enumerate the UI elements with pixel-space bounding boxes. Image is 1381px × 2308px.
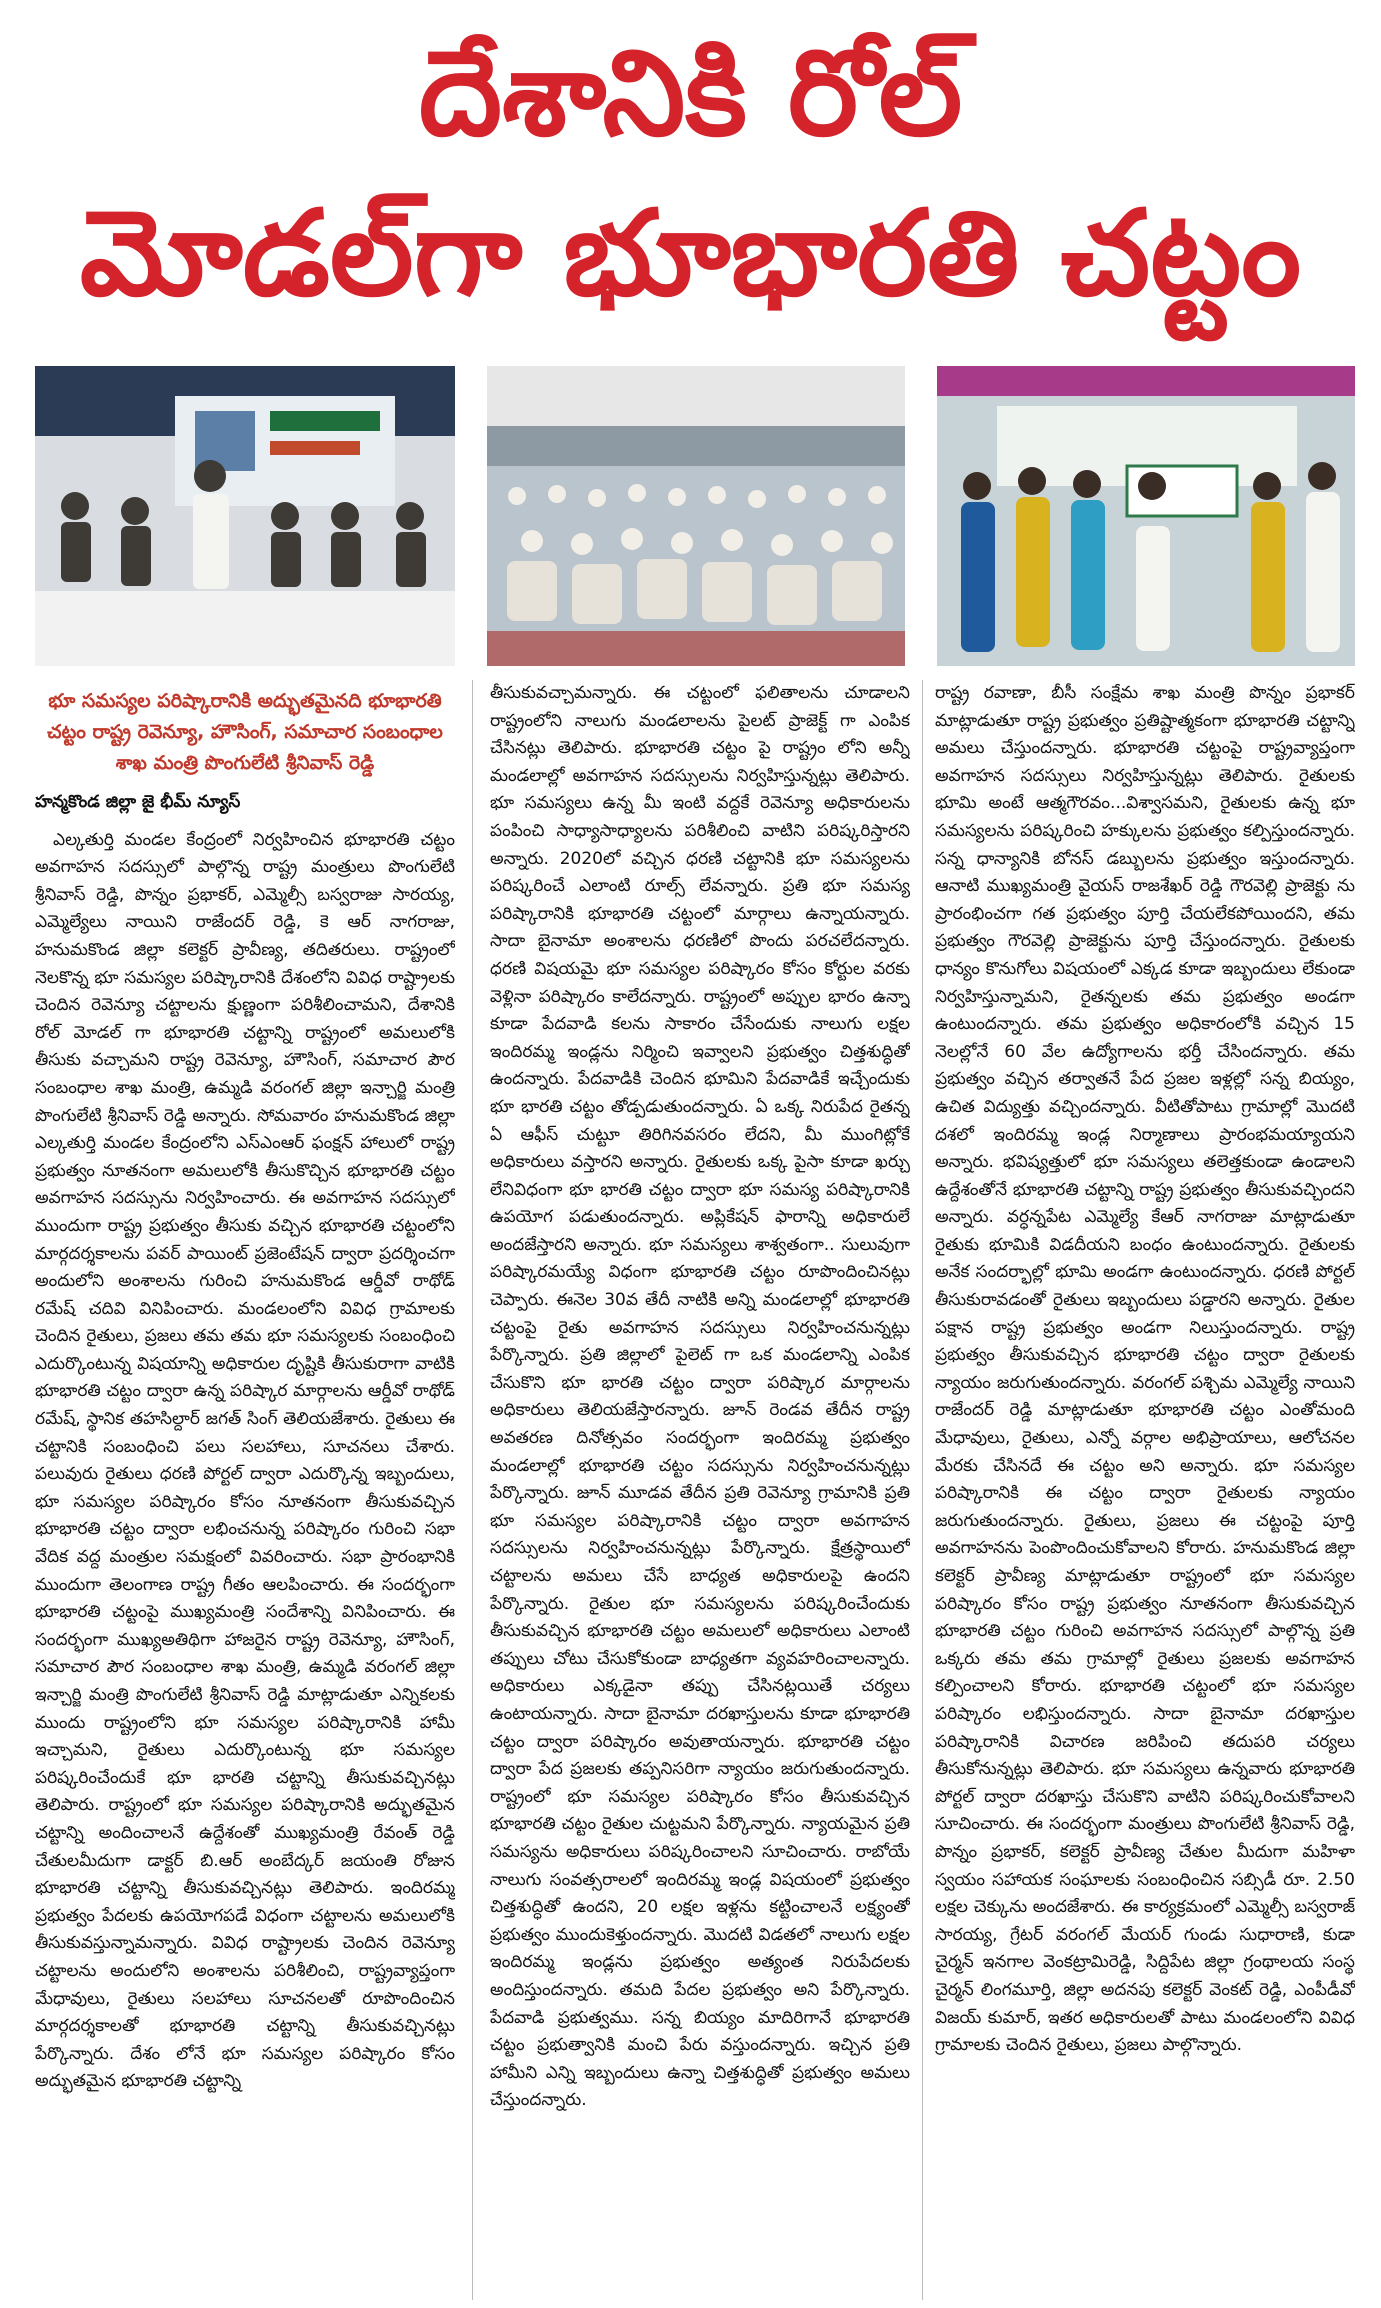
article-column-1 bbox=[35, 680, 455, 2300]
article-body-part-2: తీసుకువచ్చామన్నారు. ఈ చట్టంలో ఫలితాలను చూడాలని రాష్ట్రంలోని నాలుగు మండలాలను పైలట్ ప్రాజెక్ట్ గా ఎంపిక చేసినట్లు తెలిపారు. భూభారతి చట్టం పై రాష్ట్రం లోని అన్నీ మండలాల్లో అవగాహన సదస్సులను నిర్వహిస్తున్నట్లు తెలిపారు. భూ సమస్యలు ఉన్న మీ ఇంటి వద్దకే రెవెన్యూ అధికారులను పంపించి సాధ్యాసాధ్యాలను పరిశీలించి వాటిని పరిష్కరిస్తారని అన్నారు. 2020లో వచ్చిన ధరణి చట్టానికి భూ సమస్యలను పరిష్కరించే ఎలాంటి రూల్స్ లేవన్నారు. ప్రతి భూ సమస్య పరిష్కారానికి భూభారతి చట్టంలో మార్గాలు ఉన్నాయన్నారు. సాదా బైనామా అంశాలను ధరణిలో పొందు పరచలేదన్నారు. ధరణి విషయమై భూ సమస్యల పరిష్కారం కోసం కోర్టుల వరకు వెళ్లినా పరిష్కారం కాలేదన్నారు. రాష్ట్రంలో అప్పుల భారం ఉన్నా కూడా పేదవాడి కలను సాకారం చేసేందుకు నాలుగు లక్షల ఇందిరమ్మ ఇండ్లను నిర్మించి ఇవ్వాలని ప్రభుత్వం చిత్తశుద్ధితో ఉందన్నారు. పేదవాడికి చెందిన భూమిని పేదవాడికే ఇచ్చేందుకు భూ భారతి చట్టం తోడ్పడుతుందన్నారు. ఏ ఒక్క నిరుపేద రైతన్న ఏ ఆఫీస్ చుట్టూ తిరిగినవసరం లేదని, మీ ముంగిట్లోకే అధికారులు వస్తారని అన్నారు. రైతులకు ఒక్క పైసా కూడా ఖర్చు లేనివిధంగా భూ భారతి చట్టం ద్వారా భూ సమస్య పరిష్కారానికి ఉపయోగ పడుతుందన్నారు. అప్లికేషన్ ఫారాన్ని అధికారులే అందజేస్తారని అన్నారు. భూ సమస్యలు శాశ్వతంగా.. సులువుగా పరిష్కారమయ్యే విధంగా భూభారతి చట్టం రూపొందించినట్లు చెప్పారు. ఈనెల 30వ తేదీ నాటికి అన్ని మండలాల్లో భూభారతి చట్టంపై రైతు అవగాహన సదస్సులు నిర్వహించనున్నట్లు పేర్కొన్నారు. ప్రతి జిల్లాలో పైలెట్ గా ఒక మండలాన్ని ఎంపిక చేసుకొని భూ భారతి చట్టం ద్వారా పరిష్కార మార్గాలను అధికారులు తెలియజేస్తారన్నారు. జూన్ రెండవ తేదీన రాష్ట్ర అవతరణ దినోత్సవం సందర్భంగా ఇందిరమ్మ ప్రభుత్వం మండలాల్లో భూభారతి చట్టం సదస్సును నిర్వహించనున్నట్లు పేర్కొన్నారు. జూన్ మూడవ తేదీన ప్రతి రెవెన్యూ గ్రామానికి ప్రతి భూ సమస్యల పరిష్కారానికి చట్టం ద్వారా అవగాహన సదస్సులను నిర్వహించనున్నట్లు పేర్కొన్నారు. క్షేత్రస్థాయిలో చట్టాలను అమలు చేసే బాధ్యత అధికారులపై ఉందని పేర్కొన్నారు. రైతుల భూ సమస్యలను పరిష్కరించేందుకు తీసుకువచ్చిన భూభారతి చట్టం అమలులో అధికారులు ఎలాంటి తప్పులు చోటు చేసుకోకుండా బాధ్యతగా వ్యవహరించాలన్నారు. అధికారులు ఎక్కడైనా తప్పు చేసినట్లయితే చర్యలు ఉంటాయన్నారు. సాదా బైనామా దరఖాస్తులను కూడా భూభారతి చట్టం ద్వారా పరిష్కారం అవుతాయన్నారు. భూభారతి చట్టం ద్వారా పేద ప్రజలకు తప్పనిసరిగా న్యాయం జరుగుతుందన్నారు. రాష్ట్రంలో భూ సమస్యల పరిష్కారం కోసం తీసుకువచ్చిన భూభారతి చట్టం రైతుల చుట్టమని పేర్కొన్నారు. న్యాయమైన ప్రతి సమస్యను అధికారులు పరిష్కరించాలని సూచించారు. రాబోయే నాలుగు సంవత్సరాలలో ఇందిరమ్మ ఇండ్ల విషయంలో ప్రభుత్వం చిత్తశుద్ధితో ఉందని, 20 లక్షల ఇళ్లను కట్టించాలనే లక్ష్యంతో ప్రభుత్వం ముందుకెళ్తుందన్నారు. మొదటి విడతలో నాలుగు లక్షల ఇందిరమ్మ ఇండ్లను ప్రభుత్వం అత్యంత నిరుపేదలకు అందిస్తుందన్నారు. తమది పేదల ప్రభుత్వం అని పేర్కొన్నారు. పేదవాడి ప్రభుత్వము. సన్న బియ్యం మాదిరిగానే భూభారతి చట్టం ప్రభుత్వానికి మంచి పేరు వస్తుందన్నారు. ఇచ్చిన ప్రతి హామీని ఎన్ని ఇబ్బందులు ఉన్నా చిత్తశుద్ధితో ప్రభుత్వం అమలు చేస్తుందన్నారు. bbox=[490, 683, 910, 2111]
article-column-3 bbox=[935, 680, 1355, 2300]
headline bbox=[0, 18, 1381, 338]
headline-line-1: దేశానికి రోల్ bbox=[418, 24, 963, 162]
article-byline: హన్మకొండ జిల్లా జై భీమ్ న్యూస్ bbox=[35, 792, 241, 812]
article-column-2 bbox=[490, 680, 910, 2300]
column-divider bbox=[472, 680, 473, 2300]
meeting-stage-photo bbox=[35, 366, 455, 666]
photo-strip bbox=[35, 366, 1355, 666]
article-body-part-1: ఎల్కతుర్తి మండల కేంద్రంలో నిర్వహించిన భూభారతి చట్టం అవగాహన సదస్సులో పాల్గొన్న రాష్ట్ర మంత్రులు పొంగులేటి శ్రీనివాస్ రెడ్డి, పొన్నం ప్రభాకర్, ఎమ్మెల్సీ బస్వరాజు సారయ్య, ఎమ్మెల్యేలు నాయిని రాజేందర్ రెడ్డి, కె ఆర్ నాగరాజు, హనుమకొండ జిల్లా కలెక్టర్ ప్రావీణ్య, తదితరులు. రాష్ట్రంలో నెలకొన్న భూ సమస్యల పరిష్కారానికి దేశంలోని వివిధ రాష్ట్రాలకు చెందిన రెవెన్యూ చట్టాలను క్షుణ్ణంగా పరిశీలించామని, దేశానికి రోల్ మోడల్ గా భూభారతి చట్టాన్ని రాష్ట్రంలో అమలులోకి తీసుకు వచ్చామని రాష్ట్ర రెవెన్యూ, హౌసింగ్, సమాచార పౌర సంబంధాల శాఖ మంత్రి, ఉమ్మడి వరంగల్ జిల్లా ఇన్చార్జి మంత్రి పొంగులేటి శ్రీనివాస్ రెడ్డి అన్నారు. సోమవారం హనుమకొండ జిల్లా ఎల్కతుర్తి మండల కేంద్రంలోని ఎస్ఎంఆర్ ఫంక్షన్ హాలులో రాష్ట్ర ప్రభుత్వం నూతనంగా అమలులోకి తీసుకొచ్చిన భూభారతి చట్టం అవగాహన సదస్సును నిర్వహించారు. ఈ అవగాహన సదస్సులో ముందుగా రాష్ట్ర ప్రభుత్వం తీసుకు వచ్చిన భూభారతి చట్టంలోని మార్గదర్శకాలను పవర్ పాయింట్ ప్రజెంటేషన్ ద్వారా ప్రదర్శించగా అందులోని అంశాలను గురించి హనుమకొండ ఆర్డీవో రాథోడ్ రమేష్ చదివి వినిపించారు. మండలంలోని వివిధ గ్రామాలకు చెందిన రైతులు, ప్రజలు తమ తమ భూ సమస్యలకు సంబంధించి ఎదుర్కొంటున్న విషయాన్ని అధికారుల దృష్టికి తీసుకురాగా వాటికి భూభారతి చట్టం ద్వారా ఉన్న పరిష్కార మార్గాలను ఆర్డీవో రాథోడ్ రమేష్, స్థానిక తహసిల్దార్ జగత్ సింగ్ తెలియజేశారు. రైతులు ఈ చట్టానికి సంబంధించి పలు సలహాలు, సూచనలు చేశారు. పలువురు రైతులు ధరణి పోర్టల్ ద్వారా ఎదుర్కొన్న ఇబ్బందులు, భూ సమస్యల పరిష్కారం కోసం నూతనంగా తీసుకువచ్చిన భూభారతి చట్టం ద్వారా లభించనున్న పరిష్కారం గురించి సభా వేదిక వద్ద మంత్రుల సమక్షంలో వివరించారు. సభా ప్రారంభానికి ముందుగా తెలంగాణ రాష్ట్ర గీతం ఆలపించారు. ఈ సందర్భంగా భూభారతి చట్టంపై ముఖ్యమంత్రి సందేశాన్ని వినిపించారు. ఈ సందర్భంగా ముఖ్యఅతిథిగా హాజరైన రాష్ట్ర రెవెన్యూ, హౌసింగ్, సమాచార పౌర సంబంధాల శాఖ మంత్రి, ఉమ్మడి వరంగల్ జిల్లా ఇన్చార్జి మంత్రి పొంగులేటి శ్రీనివాస్ రెడ్డి మాట్లాడుతూ ఎన్నికలకు ముందు రాష్ట్రంలోని భూ సమస్యల పరిష్కారానికి హామీ ఇచ్చామని, రైతులు ఎదుర్కొంటున్న భూ సమస్యల పరిష్కరించేందుకే భూ భారతి చట్టాన్ని తీసుకువచ్చినట్లు తెలిపారు. రాష్ట్రంలో భూ సమస్యల పరిష్కారానికి అద్భుతమైన చట్టాన్ని అందించాలనే ఉద్దేశంతో ముఖ్యమంత్రి రేవంత్ రెడ్డి చేతులమీదుగా డాక్టర్ బి.ఆర్ అంబేద్కర్ జయంతి రోజున భూభారతి చట్టాన్ని తీసుకువచ్చినట్లు తెలిపారు. ఇందిరమ్మ ప్రభుత్వం పేదలకు ఉపయోగపడే విధంగా చట్టాలను అమలులోకి తీసుకువస్తున్నామన్నారు. వివిధ రాష్ట్రాలకు చెందిన రెవెన్యూ చట్టాలను అందులోని అంశాలను పరిశీలించి, రాష్ట్రవ్యాప్తంగా మేధావులు, రైతులు సలహాలు సూచనలతో రూపొందించిన మార్గదర్శకాలతో భూభారతి చట్టాన్ని తీసుకువచ్చినట్లు పేర్కొన్నారు. దేశం లోనే భూ సమస్యల పరిష్కారం కోసం అద్భుతమైన భూభారతి చట్టాన్ని bbox=[35, 829, 455, 2092]
article-subheading: భూ సమస్యల పరిష్కారానికి అద్భుతమైనది భూభారతి చట్టం రాష్ట్ర రెవెన్యూ, హౌసింగ్, సమాచార సంబంధాల శాఖ మంత్రి పొంగులేటి శ్రీనివాస్ రెడ్డి bbox=[47, 690, 443, 774]
article-body-part-3: రాష్ట్ర రవాణా, బీసీ సంక్షేమ శాఖ మంత్రి పొన్నం ప్రభాకర్ మాట్లాడుతూ రాష్ట్ర ప్రభుత్వం ప్రతిష్టాత్మకంగా భూభారతి చట్టాన్ని అమలు చేస్తుందన్నారు. భూభారతి చట్టంపై రాష్ట్రవ్యాప్తంగా అవగాహన సదస్సులు నిర్వహిస్తున్నట్లు తెలిపారు. రైతులకు భూమి అంటే ఆత్మగౌరవం...విశ్వాసమని, రైతులకు ఉన్న భూ సమస్యలను పరిష్కరించి హక్కులను ప్రభుత్వం కల్పిస్తుందన్నారు. సన్న ధాన్యానికి బోనస్ డబ్బులను ప్రభుత్వం ఇస్తుందన్నారు. ఆనాటి ముఖ్యమంత్రి వైయస్ రాజశేఖర్ రెడ్డి గౌరవెల్లి ప్రాజెక్టు ను ప్రారంభించగా గత ప్రభుత్వం పూర్తి చేయలేకపోయిందని, తమ ప్రభుత్వం గౌరవెల్లి ప్రాజెక్టును పూర్తి చేస్తుందన్నారు. రైతులకు ధాన్యం కొనుగోలు విషయంలో ఎక్కడ కూడా ఇబ్బందులు లేకుండా నిర్వహిస్తున్నామని, రైతన్నలకు తమ ప్రభుత్వం అండగా ఉంటుందన్నారు. తమ ప్రభుత్వం అధికారంలోకి వచ్చిన 15 నెలల్లోనే 60 వేల ఉద్యోగాలను భర్తీ చేసిందన్నారు. తమ ప్రభుత్వం వచ్చిన తర్వాతనే పేద ప్రజల ఇళ్లల్లో సన్న బియ్యం, ఉచిత విద్యుత్తు వచ్చిందన్నారు. వీటితోపాటు గ్రామాల్లో మొదటి దశలో ఇందిరమ్మ ఇండ్ల నిర్మాణాలు ప్రారంభమయ్యాయని అన్నారు. భవిష్యత్తులో భూ సమస్యలు తలెత్తకుండా ఉండాలని ఉద్దేశంతోనే భూభారతి చట్టాన్ని రాష్ట్ర ప్రభుత్వం తీసుకువచ్చిందని అన్నారు. వర్ధన్నపేట ఎమ్మెల్యే కేఆర్ నాగరాజు మాట్లాడుతూ రైతుకు భూమికి విడదీయని బంధం ఉంటుందన్నారు. రైతులకు అనేక సందర్భాల్లో భూమి అండగా ఉంటుందన్నారు. ధరణి పోర్టల్ తీసుకురావడంతో రైతులు ఇబ్బందులు పడ్డారని అన్నారు. రైతుల పక్షాన రాష్ట్ర ప్రభుత్వం అండగా నిలుస్తుందన్నారు. రాష్ట్ర ప్రభుత్వం తీసుకువచ్చిన భూభారతి చట్టం ద్వారా రైతులకు న్యాయం జరుగుతుందన్నారు. వరంగల్ పశ్చిమ ఎమ్మెల్యే నాయిని రాజేందర్ రెడ్డి మాట్లాడుతూ భూభారతి చట్టం ఎంతోమంది మేధావులు, రైతులు, ఎన్నో వర్గాల అభిప్రాయాలు, ఆలోచనల మేరకు చేసినదే ఈ చట్టం అని అన్నారు. భూ సమస్యల పరిష్కారానికి ఈ చట్టం ద్వారా రైతులకు న్యాయం జరుగుతుందన్నారు. రైతులు, ప్రజలు ఈ చట్టంపై పూర్తి అవగాహనను పెంపొందించుకోవాలని కోరారు. హనుమకొండ జిల్లా కలెక్టర్ ప్రావీణ్య మాట్లాడుతూ రాష్ట్రంలో భూ సమస్యల పరిష్కారం కోసం రాష్ట్ర ప్రభుత్వం నూతనంగా తీసుకువచ్చిన భూభారతి చట్టం గురించి అవగాహన సదస్సులో పాల్గొన్న ప్రతి ఒక్కరు తమ తమ గ్రామాల్లో రైతులు ప్రజలకు అవగాహన కల్పించాలని కోరారు. భూభారతి చట్టంలో భూ సమస్యల పరిష్కారం లభిస్తుందన్నారు. సాదా బైనామా దరఖాస్తుల పరిష్కారానికి విచారణ జరిపించి తదుపరి చర్యలు తీసుకోనున్నట్లు తెలిపారు. భూ సమస్యలు ఉన్నవారు భూభారతి పోర్టల్ ద్వారా దరఖాస్తు చేసుకొని వాటిని పరిష్కరించుకోవాలని సూచించారు. ఈ సందర్భంగా మంత్రులు పొంగులేటి శ్రీనివాస్ రెడ్డి, పొన్నం ప్రభాకర్, కలెక్టర్ ప్రావీణ్య చేతుల మీదుగా మహిళా స్వయం సహాయక సంఘాలకు సంబంధించిన సబ్సిడీ రూ. 2.50 లక్షల చెక్కును అందజేశారు. ఈ కార్యక్రమంలో ఎమ్మెల్సీ బస్వరాజ్ సారయ్య, గ్రేటర్ వరంగల్ మేయర్ గుండు సుధారాణి, కుడా చైర్మన్ ఇనగాల వెంకట్రామిరెడ్డి, సిద్దిపేట జిల్లా గ్రంథాలయ సంస్థ చైర్మన్ లింగమూర్తి, జిల్లా అదనపు కలెక్టర్ వెంకట్ రెడ్డి, ఎంపీడీవో విజయ్ కుమార్, ఇతర అధికారులతో పాటు మండలంలోని వివిధ గ్రామాలకు చెందిన రైతులు, ప్రజలు పాల్గొన్నారు. bbox=[935, 683, 1355, 2056]
cheque-presentation-photo bbox=[937, 366, 1355, 666]
audience-crowd-photo bbox=[487, 366, 905, 666]
column-divider bbox=[922, 680, 923, 2300]
headline-line-2: మోడల్‌గా భూభారతి చట్టం bbox=[79, 184, 1302, 322]
